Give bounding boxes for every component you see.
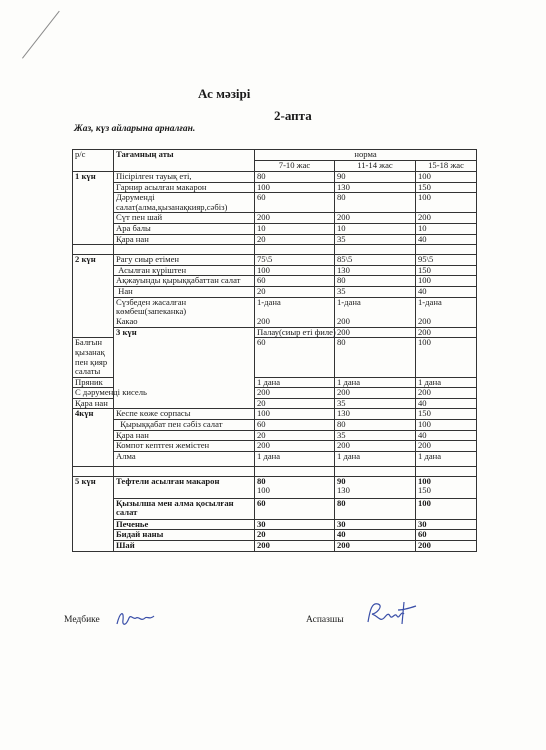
norm-cell: 35 xyxy=(335,398,416,409)
norm-cell: 100 xyxy=(416,276,477,287)
table-row xyxy=(73,420,477,431)
medic-signature-icon xyxy=(114,606,156,630)
table-row xyxy=(73,476,477,498)
norm-cell: 200 xyxy=(416,213,477,224)
dish-cell: Палау(сиыр еті филе) xyxy=(255,327,335,338)
norm-cell: 80 xyxy=(335,276,416,287)
dish-cell: Қырыққабат пен сәбіз салат xyxy=(114,420,255,431)
norm-cell: 100 xyxy=(416,172,477,183)
dish-cell: Дәруменді салат(алма,қызанақкияр,сәбіз) xyxy=(114,193,255,213)
header-dish: Тағамның аты xyxy=(114,150,255,172)
norm-cell: 130 xyxy=(335,409,416,420)
norm-cell: 200 xyxy=(335,213,416,224)
norm-value: 130 xyxy=(337,485,350,496)
dish-cell: Шай xyxy=(114,541,255,552)
norm-cell: 130 xyxy=(335,265,416,276)
norm-cell: 60 xyxy=(255,276,335,287)
norm-cell: 200 xyxy=(335,541,416,552)
norm-cell xyxy=(335,297,416,327)
norm-cell: 40 xyxy=(416,234,477,245)
norm-cell: 1 дана xyxy=(255,451,335,466)
norm-cell: 200 xyxy=(255,388,335,399)
norm-cell: 200 xyxy=(335,388,416,399)
norm-cell: 100 xyxy=(255,182,335,193)
table-row xyxy=(73,441,477,452)
norm-cell: 10 xyxy=(255,223,335,234)
norm-value: 100 xyxy=(418,475,431,486)
norm-cell: 100 xyxy=(255,265,335,276)
norm-cell: 60 xyxy=(255,420,335,431)
norm-value: 1-дана xyxy=(418,296,442,307)
table-row xyxy=(73,530,477,541)
norm-cell: 80 xyxy=(335,498,416,519)
norm-cell: 150 xyxy=(416,265,477,276)
medic-signature-label: Медбике xyxy=(64,615,100,625)
dish-cell: Пісірілген тауық еті, xyxy=(114,172,255,183)
norm-cell: 1 дана xyxy=(416,377,477,388)
norm-cell: 1 дана xyxy=(335,377,416,388)
norm-cell xyxy=(335,476,416,498)
table-row xyxy=(73,265,477,276)
norm-cell: 30 xyxy=(335,519,416,530)
day-cell: 3 күн xyxy=(114,327,255,409)
norm-cell: 40 xyxy=(416,286,477,297)
norm-cell: 20 xyxy=(255,234,335,245)
dish-cell: Печенье xyxy=(114,519,255,530)
norm-cell: 150 xyxy=(416,182,477,193)
norm-cell: 200 xyxy=(416,441,477,452)
norm-cell: 200 xyxy=(416,327,477,338)
norm-cell: 40 xyxy=(416,398,477,409)
dish-cell: С дәруменді кисель xyxy=(73,388,114,399)
dish-cell: Қара нан xyxy=(73,398,114,409)
norm-cell: 100 xyxy=(416,338,477,377)
day-cell: 1 күн xyxy=(73,172,114,245)
norm-cell: 100 xyxy=(255,409,335,420)
norm-cell: 30 xyxy=(416,519,477,530)
norm-cell xyxy=(416,476,477,498)
norm-cell: 30 xyxy=(255,519,335,530)
menu-table xyxy=(72,149,477,552)
table-row xyxy=(73,172,477,183)
norm-cell: 1 дана xyxy=(335,451,416,466)
norm-cell xyxy=(255,297,335,327)
document-title: Ас мәзірі xyxy=(198,86,251,101)
norm-cell: 80 xyxy=(335,420,416,431)
norm-cell: 80 xyxy=(255,172,335,183)
table-row xyxy=(73,234,477,245)
dish-cell: Кеспе көже сорпасы xyxy=(114,409,255,420)
norm-cell: 60 xyxy=(416,530,477,541)
header-age-2: 11-14 жас xyxy=(335,161,416,172)
document-subtitle: Жаз, күз айларына арналған. xyxy=(74,124,196,134)
table-row xyxy=(73,430,477,441)
dish-cell: Асылған күріштен xyxy=(114,265,255,276)
week-label: 2-апта xyxy=(274,108,312,123)
norm-cell: 200 xyxy=(335,327,416,338)
norm-value: 150 xyxy=(418,485,431,496)
norm-value: 90 xyxy=(337,475,346,486)
norm-value: 1-дана xyxy=(257,296,281,307)
header-number: р/с xyxy=(73,150,114,172)
norm-cell: 10 xyxy=(335,223,416,234)
table-row xyxy=(73,409,477,420)
norm-cell: 80 xyxy=(335,338,416,377)
scan-artifact-line xyxy=(22,11,60,59)
norm-value: 100 xyxy=(257,485,270,496)
table-row xyxy=(73,388,477,399)
norm-cell: 10 xyxy=(416,223,477,234)
dish-cell: Балғын қызанақ пен қияр салаты xyxy=(73,338,114,377)
norm-cell: 60 xyxy=(255,498,335,519)
norm-cell: 75\5 xyxy=(255,255,335,266)
dish-cell: Рагу сиыр етімен xyxy=(114,255,255,266)
norm-cell: 95\5 xyxy=(416,255,477,266)
table-row xyxy=(73,213,477,224)
spacer-row xyxy=(73,245,477,255)
norm-cell: 35 xyxy=(335,430,416,441)
header-norm: норма xyxy=(255,150,477,161)
table-header-row xyxy=(73,150,477,161)
table-row xyxy=(73,193,477,213)
norm-cell: 20 xyxy=(255,398,335,409)
norm-cell: 200 xyxy=(255,441,335,452)
norm-cell: 20 xyxy=(255,530,335,541)
header-age-3: 15-18 жас xyxy=(416,161,477,172)
table-row xyxy=(73,327,477,338)
dish-cell xyxy=(114,297,255,327)
day-cell: 5 күн xyxy=(73,476,114,551)
table-row xyxy=(73,541,477,552)
cook-signature-icon xyxy=(364,598,420,628)
dish-cell: Сүт пен шай xyxy=(114,213,255,224)
dish-cell: Қызылша мен алма қосылған салат xyxy=(114,498,255,519)
dish-cell: Гарнир асылған макарон xyxy=(114,182,255,193)
dish-cell: Тефтели асылған макарон xyxy=(114,476,255,498)
dish-cell: Алма xyxy=(114,451,255,466)
dish-cell: Нан xyxy=(114,286,255,297)
norm-cell: 35 xyxy=(335,286,416,297)
norm-cell: 60 xyxy=(255,338,335,377)
header-age-1: 7-10 жас xyxy=(255,161,335,172)
dish-cell: Пряник xyxy=(73,377,114,388)
dish-text: Сүзбеден жасалған көмбеш(запеканка) xyxy=(116,296,187,317)
norm-cell xyxy=(255,476,335,498)
norm-cell: 35 xyxy=(335,234,416,245)
norm-cell: 200 xyxy=(416,541,477,552)
norm-cell: 100 xyxy=(416,193,477,213)
norm-value: 1-дана xyxy=(337,296,361,307)
dish-cell: Қара нан xyxy=(114,234,255,245)
norm-cell: 130 xyxy=(335,182,416,193)
norm-cell: 100 xyxy=(416,498,477,519)
day-cell: 2 күн xyxy=(73,255,114,338)
norm-cell xyxy=(416,297,477,327)
table-row xyxy=(73,182,477,193)
norm-cell: 200 xyxy=(335,441,416,452)
norm-cell: 40 xyxy=(335,530,416,541)
norm-cell: 80 xyxy=(335,193,416,213)
norm-value: 200 xyxy=(257,316,270,327)
norm-value: 200 xyxy=(337,316,350,327)
table-row xyxy=(73,286,477,297)
norm-value: 80 xyxy=(257,475,266,486)
table-row xyxy=(73,223,477,234)
norm-cell: 90 xyxy=(335,172,416,183)
norm-cell: 85\5 xyxy=(335,255,416,266)
table-row xyxy=(73,519,477,530)
table-row xyxy=(73,451,477,466)
norm-cell: 40 xyxy=(416,430,477,441)
spacer-row xyxy=(73,466,477,476)
norm-cell: 150 xyxy=(416,409,477,420)
table-row xyxy=(73,498,477,519)
norm-cell: 100 xyxy=(416,420,477,431)
cook-signature-label: Аспазшы xyxy=(306,615,344,625)
norm-cell: 200 xyxy=(255,213,335,224)
norm-cell: 1 дана xyxy=(255,377,335,388)
norm-cell: 60 xyxy=(255,193,335,213)
norm-cell: 20 xyxy=(255,430,335,441)
dish-text: Какао xyxy=(116,315,138,326)
table-row xyxy=(73,255,477,266)
dish-cell: Ара балы xyxy=(114,223,255,234)
day-cell: 4күн xyxy=(73,409,114,466)
norm-cell: 1 дана xyxy=(416,451,477,466)
dish-cell: Бидай наны xyxy=(114,530,255,541)
norm-value: 200 xyxy=(418,316,431,327)
norm-cell: 200 xyxy=(255,541,335,552)
dish-cell: Қара нан xyxy=(114,430,255,441)
dish-cell: Компот кептген жемістен xyxy=(114,441,255,452)
table-row xyxy=(73,276,477,287)
norm-cell: 200 xyxy=(416,388,477,399)
dish-cell: Ақжауынды қырыққабаттан салат xyxy=(114,276,255,287)
norm-cell: 20 xyxy=(255,286,335,297)
